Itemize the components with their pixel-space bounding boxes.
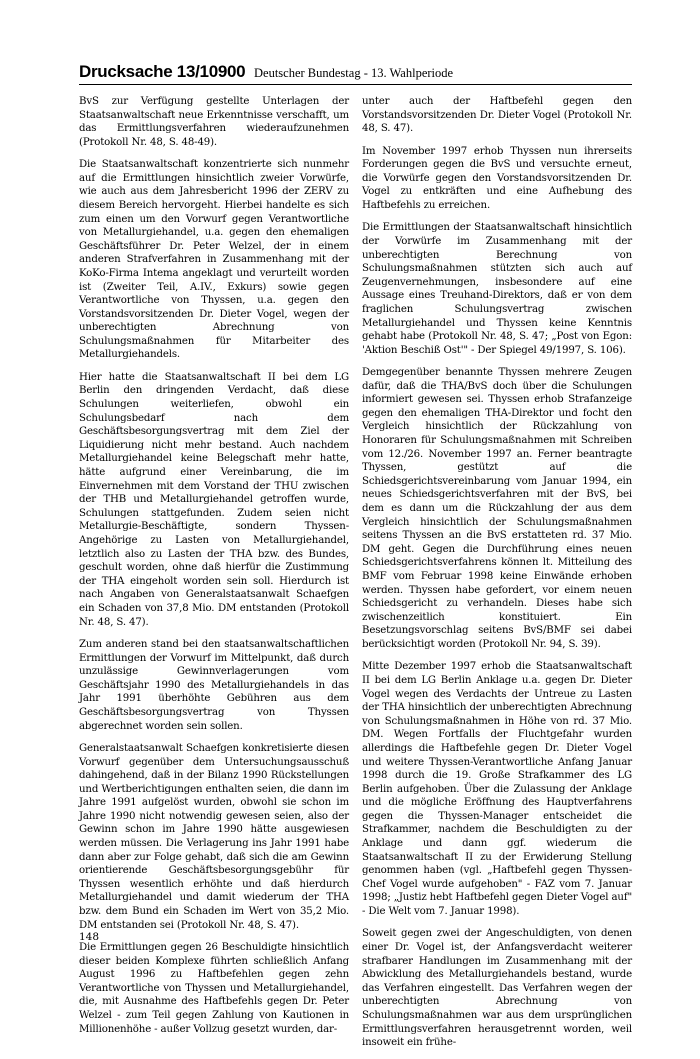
document-number: Drucksache 13/10900 xyxy=(79,62,246,81)
right-column xyxy=(362,95,632,1059)
page-number: 148 xyxy=(79,931,100,943)
paragraph: Die Ermittlungen gegen 26 Beschuldigte hinsichtlich dieser beiden Komplexe führten schließlich Anfang August 1996 zu Haftbefehlen gegen zehn Verantwortliche von Thyssen und Metallurgiehandel, die, mit Ausnahme des Haftbefehls gegen Dr. Peter Welzel - zum Teil gegen Zahlung von Kautionen in Millionenhöhe - außer Vollzug gesetzt wurden, dar- xyxy=(79,942,349,1035)
left-column xyxy=(79,95,349,1045)
paragraph: Generalstaatsanwalt Schaefgen konkretisierte diesen Vorwurf gegenüber dem Untersuchungsausschuß dahingehend, daß in der Bilanz 1990 Rückstellungen und Wertberichtigungen enthalten seien, die dann im Jahre 1991 aufgelöst wurden, obwohl sie schon im Jahre 1990 nicht notwendig gewesen seien, also der Gewinn schon im Jahre 1990 hätte ausgewiesen werden müssen. Die Verlagerung ins Jahr 1991 habe dann aber zur Folge gehabt, daß sich die am Gewinn orientierende Geschäftsbesorgungsgebühr für Thyssen wesentlich erhöhte und daß hierdurch Metallurgiehandel und damit wiederum der THA bzw. dem Bund ein Schaden im Wert von 35,2 Mio. DM entstanden sei (Protokoll Nr. 48, S. 47). xyxy=(79,742,349,931)
publication-info: Deutscher Bundestag - 13. Wahlperiode xyxy=(254,66,454,80)
paragraph: BvS zur Verfügung gestellte Unterlagen der Staatsanwaltschaft neue Erkenntnisse verschafft, um das Ermittlungsverfahren wiederaufzunehmen (Protokoll Nr. 48, S. 48-49). xyxy=(79,96,349,148)
header-rule xyxy=(79,84,632,85)
paragraph: Die Ermittlungen der Staatsanwaltschaft hinsichtlich der Vorwürfe im Zusammenhang mit der unberechtigten Berechnung von Schulungsmaßnahmen stützten sich auch auf Zeugenvernehmungen, insbesondere auf eine Aussage eines Treuhand-Direktors, daß er von dem fraglichen Schulungsvertrag zwischen Metallurgiehandel und Thyssen keine Kenntnis gehabt habe (Protokoll Nr. 48, S. 47; „Post von Egon: 'Aktion Beschiß Ost'" - Der Spiegel 49/1997, S. 106). xyxy=(362,222,632,356)
paragraph: unter auch der Haftbefehl gegen den Vorstandsvorsitzenden Dr. Dieter Vogel (Protokoll Nr. 48, S. 47). xyxy=(362,96,632,135)
paragraph: Im November 1997 erhob Thyssen nun ihrerseits Forderungen gegen die BvS und versuchte erneut, die Vorwürfe gegen den Vorstandsvorsitzenden Dr. Vogel zu entkräften und eine Aufhebung des Haftbefehls zu erreichen. xyxy=(362,145,632,211)
paragraph: Demgegenüber benannte Thyssen mehrere Zeugen dafür, daß die THA/BvS doch über die Schulungen informiert gewesen sei. Thyssen erhob Strafanzeige gegen den ehemaligen THA-Direktor und focht den Vergleich hinsichtlich der Rückzahlung von Honoraren für Schulungsmaßnahmen mit Schreiben vom 12./26. November 1997 an. Ferner beantragte Thyssen, gestützt auf die Schiedsgerichtsvereinbarung vom Januar 1994, ein neues Schiedsgerichtsverfahren mit der BvS, bei dem es dann um die Rückzahlung der aus dem Vergleich hinsichtlich der Schulungsmaßnahmen seitens Thyssen an die BvS erstatteten rd. 37 Mio. DM geht. Gegen die Durchführung eines neuen Schiedsgerichtsverfahrens können lt. Mitteilung des BMF vom Februar 1998 keine Einwände erhoben werden. Thyssen habe gefordert, vor einem neuen Schiedsgericht zu verhandeln. Dieses habe sich zwischenzeitlich konstituiert. Ein Besetzungsvorschlag seitens BvS/BMF sei dabei berücksichtigt worden (Protokoll Nr. 94, S. 39). xyxy=(362,367,632,650)
page-header xyxy=(79,62,632,84)
paragraph: Zum anderen stand bei den staatsanwaltschaftlichen Ermittlungen der Vorwurf im Mittelpunkt, daß durch unzulässige Gewinnverlagerungen vom Geschäftsjahr 1990 des Metallurgiehandels in das Jahr 1991 überhöhte Gebühren aus dem Geschäftsbesorgungsvertrag von Thyssen abgerechnet worden sein sollen. xyxy=(79,638,349,732)
paragraph: Soweit gegen zwei der Angeschuldigten, von denen einer Dr. Vogel ist, der Anfangsverdacht weiterer strafbarer Handlungen im Zusammenhang mit der Abwicklung des Metallurgiehandels bestand, wurde das Verfahren eingestellt. Das Verfahren wegen der unberechtigten Abrechnung von Schulungsmaßnahmen war aus dem ursprünglichen Ermittlungsverfahren herausgetrennt worden, weil insoweit ein frühe- xyxy=(362,928,632,1049)
paragraph: Die Staatsanwaltschaft konzentrierte sich nunmehr auf die Ermittlungen hinsichtlich zweier Vorwürfe, wie auch aus dem Jahresbericht 1996 der ZERV zu diesem Bereich hervorgeht. Hierbei handelte es sich zum einen um den Vorwurf gegen Verantwortliche von Metallurgiehandel, u.a. gegen den ehemaligen Geschäftsführer Dr. Peter Welzel, der in einem anderen Strafverfahren in Zusammenhang mit der KoKo-Firma Intema angeklagt und verurteilt worden ist (Zweiter Teil, A.IV., Exkurs) sowie gegen Verantwortliche von Thyssen, u.a. gegen den Vorstandsvorsitzenden Dr. Dieter Vogel, wegen der unberechtigten Abrechnung von Schulungsmaßnahmen für Mitarbeiter des Metallurgiehandels. xyxy=(79,159,349,361)
paragraph: Mitte Dezember 1997 erhob die Staatsanwaltschaft II bei dem LG Berlin Anklage u.a. gegen Dr. Dieter Vogel wegen des Verdachts der Untreue zu Lasten der THA hinsichtlich der unberechtigten Abrechnung von Schulungsmaßnahmen in Höhe von rd. 37 Mio. DM. Wegen Fortfalls der Fluchtgefahr wurden allerdings die Haftbefehle gegen Dr. Dieter Vogel und weitere Thyssen-Verantwortliche Anfang Januar 1998 durch die 19. Große Strafkammer des LG Berlin aufgehoben. Über die Zulassung der Anklage und die mögliche Eröffnung des Hauptverfahrens gegen die Thyssen-Manager entscheidet die Strafkammer, nachdem die Beschuldigten zu der Anklage und dann ggf. wiederum die Staatsanwaltschaft II zu der Erwiderung Stellung genommen haben (vgl. „Haftbefehl gegen Thyssen-Chef Vogel wurde aufgehoben" - FAZ vom 7. Januar 1998; „Justiz hebt Haftbefehl gegen Dieter Vogel auf" - Die Welt vom 7. Januar 1998). xyxy=(362,661,632,918)
paragraph: Hier hatte die Staatsanwaltschaft II bei dem LG Berlin den dringenden Verdacht, daß diese Schulungen weiterliefen, obwohl ein Schulungsbedarf nach dem Geschäftsbesorgungsvertrag mit dem Ziel der Liquidierung nicht mehr bestand. Auch nachdem Metallurgiehandel keine Belegschaft mehr hatte, hätte aufgrund einer Vereinbarung, die im Einvernehmen mit dem Vorstand der THU zwischen der THB und Metallurgiehandel getroffen wurde, Schulungen stattgefunden. Zudem seien nicht Metallurgie-Beschäftigte, sondern Thyssen-Angehörige zu Lasten von Metallurgiehandel, letztlich also zu Lasten der THA bzw. des Bundes, geschult worden, ohne daß hierfür die Zustimmung der THA eingeholt worden sein soll. Hierdurch ist nach Angaben von Generalstaatsanwalt Schaefgen ein Schaden von 37,8 Mio. DM entstanden (Protokoll Nr. 48, S. 47). xyxy=(79,371,349,628)
